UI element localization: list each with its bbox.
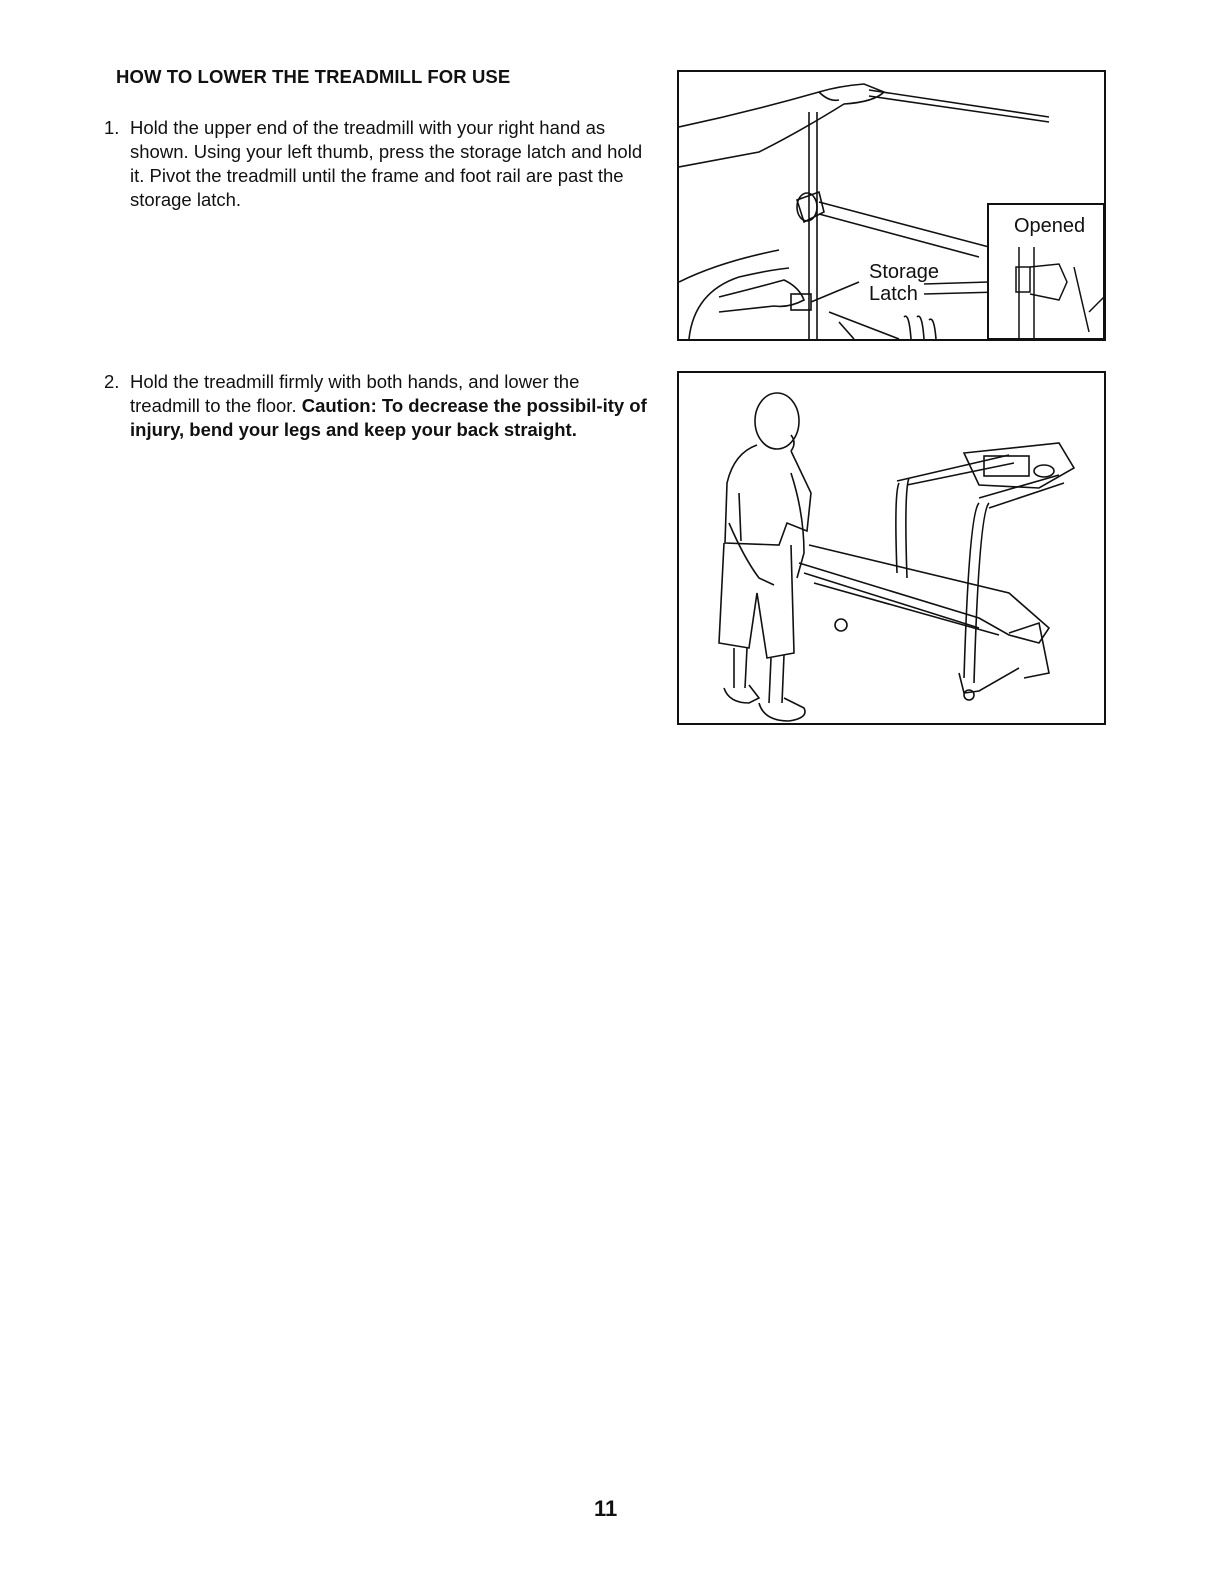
caution-text: Caution: To decrease the possibil-ity of injury, bend your legs and keep your back straight. xyxy=(130,395,647,440)
step-text-wrapper xyxy=(130,370,649,442)
opened-label: Opened xyxy=(1014,215,1086,237)
storage-latch-drawing xyxy=(679,72,1104,339)
instruction-step-1 xyxy=(104,116,644,212)
step-number: 2. xyxy=(104,371,120,392)
storage-latch-illustration xyxy=(677,70,1106,341)
storage-callout-label: Storage xyxy=(869,261,940,283)
step-text: Hold the upper end of the treadmill with your right hand as shown. Using your left thumb, press the storage latch and hold it. Pivot the treadmill until the frame and foot rail are past the storage latch. xyxy=(130,117,643,210)
lowering-treadmill-illustration xyxy=(677,371,1106,725)
instruction-step-2 xyxy=(104,370,649,442)
lowering-treadmill-drawing xyxy=(679,373,1104,723)
page-number: 11 xyxy=(594,1496,618,1521)
step-number: 1. xyxy=(104,117,120,138)
latch-callout-label: Latch xyxy=(869,283,918,305)
step-text: Hold the treadmill firmly with both hands, and lower the treadmill to the floor. xyxy=(130,371,580,416)
section-heading: HOW TO LOWER THE TREADMILL FOR USE xyxy=(116,66,511,87)
